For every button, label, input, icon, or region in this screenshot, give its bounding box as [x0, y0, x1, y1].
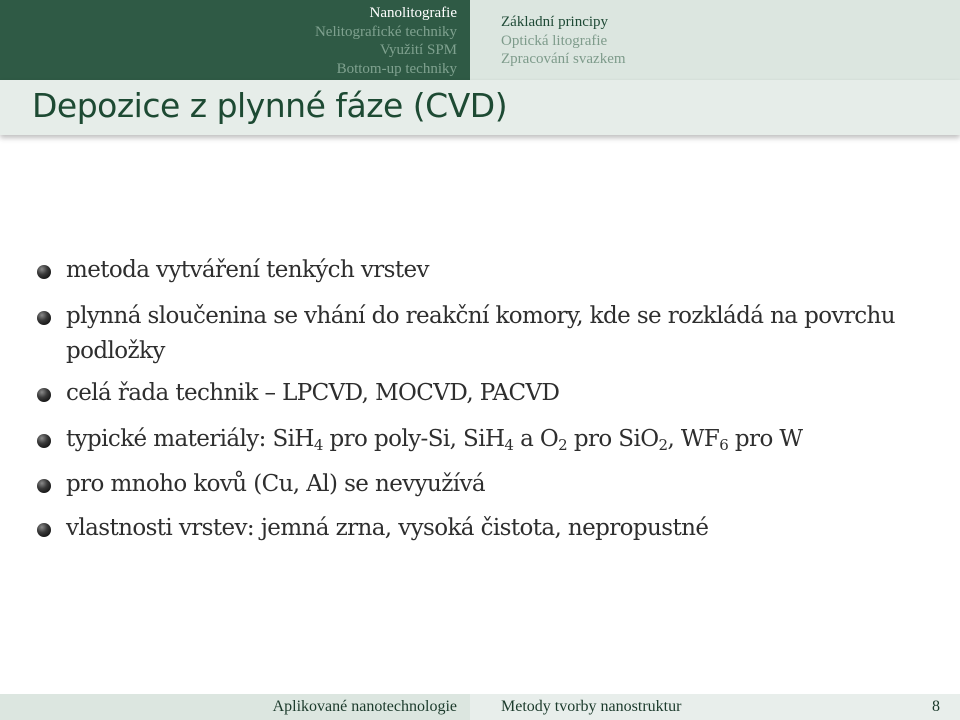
list-item-text: plynná sloučenina se vhání do reakční komory, kde se rozkládá na povrchu podložky — [66, 303, 895, 364]
frame-title: Depozice z plynné fáze (CVD) — [32, 86, 508, 125]
subsection-navigation — [470, 0, 960, 80]
list-item-text: celá řada technik – LPCVD, MOCVD, PACVD — [66, 380, 560, 406]
nav-subsection-zakladni-principy[interactable]: Základní principy — [501, 14, 609, 30]
nav-section-bottom-up-techniky[interactable]: Bottom-up techniky — [336, 60, 457, 77]
text-run: a O — [513, 426, 559, 452]
text-run: , WF — [667, 426, 720, 452]
bullet-icon — [37, 523, 51, 537]
nav-subsection-opticka-litografie[interactable]: Optická litografie — [501, 32, 608, 49]
text-run: pro poly-Si, SiH — [322, 426, 505, 452]
page-number: 8 — [932, 698, 940, 715]
text-run: pro SiO — [567, 426, 659, 452]
list-item-text: vlastnosti vrstev: jemná zrna, vysoká čistota, nepropustné — [66, 515, 709, 541]
subscript: 2 — [558, 436, 568, 454]
nav-section-vyuziti-spm[interactable]: Využití SPM — [379, 42, 457, 58]
footer — [0, 694, 960, 720]
bullet-icon — [37, 388, 51, 402]
subscript: 6 — [719, 436, 729, 454]
subscript: 4 — [504, 436, 514, 454]
footer-info — [470, 694, 960, 720]
text-run: typické materiály: SiH — [66, 426, 314, 452]
bullet-icon — [37, 311, 51, 325]
footer-short-title: Aplikované nanotechnologie — [0, 694, 470, 720]
footer-short-subtitle: Metody tvorby nanostruktur — [501, 698, 682, 715]
nav-subsection-zpracovani-svazkem[interactable]: Zpracování svazkem — [501, 51, 626, 67]
bullet-icon — [37, 434, 51, 448]
subscript: 4 — [313, 436, 323, 454]
list-item-text: metoda vytváření tenkých vrstev — [66, 257, 429, 283]
nav-section-nelitograficke-techniky[interactable]: Nelitografické techniky — [314, 23, 457, 40]
subscript: 2 — [658, 436, 668, 454]
bullet-icon — [37, 479, 51, 493]
frame-title-bar — [0, 80, 960, 135]
list-item-text — [66, 422, 936, 457]
bullet-icon — [37, 265, 51, 279]
section-navigation — [0, 0, 470, 80]
list-item-text: pro mnoho kovů (Cu, Al) se nevyužívá — [66, 471, 486, 497]
text-run: pro W — [728, 426, 803, 452]
nav-section-nanolitografie[interactable]: Nanolitografie — [369, 5, 457, 21]
